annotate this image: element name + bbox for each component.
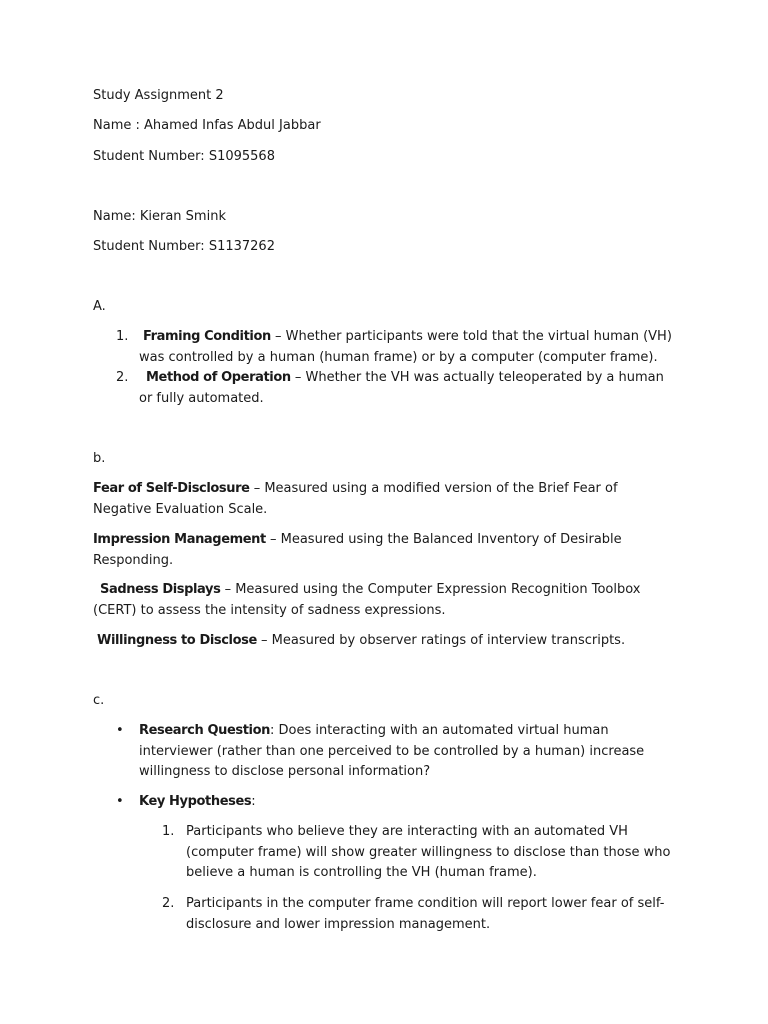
term-impression-management: Impression Management — [93, 532, 266, 547]
term-fear-of-self-disclosure: Fear of Self-Disclosure — [93, 481, 250, 496]
hypothesis-text: Participants in the computer frame condition will report lower fear of self-disclosure and lower impression management. — [186, 896, 665, 932]
list-item-text — [139, 368, 679, 409]
section-c-label: c. — [93, 693, 105, 708]
section-a-label: A. — [93, 299, 106, 314]
bullet-item-text — [139, 792, 679, 813]
definition-text: – Measured using the Computer Expression Recognition Toolbox (CERT) to assess the intensity of sadness expressions. — [93, 582, 641, 618]
definition-text: : — [251, 794, 256, 809]
hypothesis-text: Participants who believe they are interacting with an automated VH (computer frame) will show greater willingness to disclose than those who believe a human is controlling the VH (human frame). — [186, 824, 671, 880]
definition-text: – Measured by observer ratings of interview transcripts. — [256, 633, 626, 648]
definition-text: – Whether the VH was actually teleoperated by a human or fully automated. — [139, 370, 664, 406]
term-willingness-to-disclose: Willingness to Disclose — [97, 633, 257, 648]
student-2-number: Student Number: S1137262 — [93, 239, 275, 254]
term-method-of-operation: Method of Operation — [146, 370, 291, 385]
student-2-name: Name: Kieran Smink — [93, 209, 226, 224]
bullet-item-text — [139, 721, 679, 783]
term-research-question: Research Question — [139, 723, 270, 738]
section-c-bullet-item — [116, 792, 679, 813]
definition-text: : Does interacting with an automated virtual human interviewer (rather than one perceived to be controlled by a human) increase willingness to disclose personal information? — [139, 723, 645, 779]
term-framing-condition: Framing Condition — [143, 329, 271, 344]
term-sadness-displays: Sadness Displays — [100, 582, 221, 597]
measure-impression-management — [93, 530, 653, 571]
list-marker: 2. — [116, 370, 129, 385]
hypothesis-item — [162, 894, 676, 935]
list-item-text — [139, 327, 679, 368]
definition-text: – Measured using a modified version of the Brief Fear of Negative Evaluation Scale. — [93, 481, 618, 517]
term-key-hypotheses: Key Hypotheses — [139, 794, 252, 809]
section-a-list-item — [116, 327, 679, 368]
bullet-marker: • — [116, 794, 124, 809]
definition-text: – Measured using the Balanced Inventory of Desirable Responding. — [93, 532, 622, 568]
section-b-label: b. — [93, 451, 106, 466]
section-c-bullet-item — [116, 721, 679, 783]
measure-sadness-displays — [93, 580, 678, 621]
measure-willingness-to-disclose — [93, 631, 693, 652]
list-marker: 2. — [162, 896, 175, 911]
bullet-marker: • — [116, 723, 124, 738]
hypothesis-item — [162, 822, 676, 884]
list-marker: 1. — [116, 329, 129, 344]
section-a-list-item — [116, 368, 679, 409]
student-1-number: Student Number: S1095568 — [93, 149, 275, 164]
student-1-name: Name : Ahamed Infas Abdul Jabbar — [93, 118, 321, 133]
list-marker: 1. — [162, 824, 175, 839]
definition-text: – Whether participants were told that the virtual human (VH) was controlled by a human (human frame) or by a computer (computer frame). — [139, 329, 672, 365]
assignment-title: Study Assignment 2 — [93, 88, 224, 103]
measure-fear-of-self-disclosure — [93, 479, 673, 520]
